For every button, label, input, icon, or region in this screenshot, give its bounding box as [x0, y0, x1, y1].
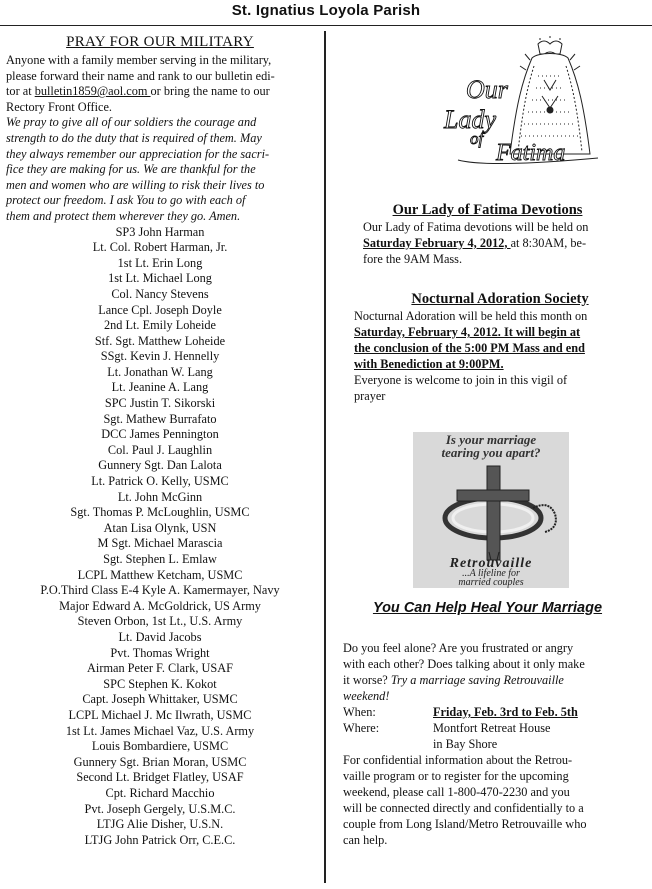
page-header: [0, 0, 652, 26]
list-item: Sgt. Mathew Burrafato: [103, 411, 217, 426]
mary-figure-icon: [510, 36, 590, 154]
fatima-devotions-title: Our Lady of Fatima Devotions: [392, 202, 583, 218]
list-item: LTJG John Patrick Orr, C.E.C.: [84, 832, 236, 847]
prayer-line: fice they are making for us. We are thankful for the: [6, 162, 256, 177]
list-item: Lt. Patrick O. Kelly, USMC: [91, 474, 229, 489]
when-value: Friday, Feb. 3rd to Feb. 5th: [433, 705, 578, 719]
logo-word-fatima: Fatima: [496, 140, 566, 164]
prayer-line: men and women who are willing to risk their lives to: [6, 177, 265, 192]
list-item: Lance Cpl. Joseph Doyle: [98, 302, 222, 317]
list-item: Second Lt. Bridget Flatley, USAF: [76, 770, 244, 785]
intro-line: please forward their name and rank to our bulletin edi-: [6, 68, 275, 83]
intro-line: [6, 84, 314, 100]
list-item: Steven Orbon, 1st Lt., U.S. Army: [77, 614, 243, 629]
intro-line: Anyone with a family member serving in the military,: [6, 53, 272, 67]
column-divider: [324, 31, 326, 883]
marriage-p2-line: can help.: [343, 833, 388, 847]
list-item: Atan Lisa Olynk, USN: [103, 520, 217, 535]
list-item: Capt. Joseph Whittaker, USMC: [82, 692, 238, 707]
adoration-date: Saturday, February 4, 2012. It will begin at: [354, 325, 581, 339]
list-item: DCC James Pennington: [101, 427, 219, 442]
fatima-logo-graphic: [426, 36, 601, 164]
list-item: LCPL Michael J. Mc Ilwrath, USMC: [68, 707, 252, 722]
marriage-p2-line: vaille program or to register for the upcoming: [343, 769, 569, 783]
prayer-line: them and protect them wherever they go. Amen.: [6, 208, 241, 223]
list-item: Pvt. Thomas Wright: [110, 645, 210, 660]
retrouvaille-brand: Retrouvaille: [449, 556, 533, 571]
marriage-p2-line: couple from Long Island/Metro Retrouvaille who: [343, 817, 587, 831]
adoration-section: [354, 290, 646, 404]
list-item: Stf. Sgt. Matthew Loheide: [94, 333, 226, 348]
list-item: Gunnery Sgt. Brian Moran, USMC: [73, 754, 247, 769]
tagline-line2: married couples: [458, 577, 524, 588]
list-item: Gunnery Sgt. Dan Lalota: [98, 458, 222, 473]
adoration-benediction: with Benediction at 9:00PM.: [354, 357, 504, 371]
marriage-p1-line1: Do you feel alone? Are you frustrated or angry: [343, 641, 574, 655]
marriage-p1-line4: weekend!: [343, 689, 390, 703]
list-item: Sgt. Stephen L. Emlaw: [103, 552, 217, 566]
marriage-p1-line2: with each other? Does talking about it only make: [343, 657, 585, 671]
prayer-line: they always remember our appreciation for the sacri-: [6, 146, 270, 161]
adoration-line5: Everyone is welcome to join in this vigil of: [354, 373, 568, 387]
where-value2: in Bay Shore: [433, 737, 498, 751]
marriage-p2: [343, 752, 646, 848]
marriage-p1-italic: Try a marriage saving Retrouvaille: [390, 673, 564, 687]
list-item: Sgt. Thomas P. McLoughlin, USMC: [70, 505, 250, 520]
fatima-date: Saturday February 4, 2012,: [363, 236, 511, 250]
list-item: Lt. Jeanine A. Lang: [111, 380, 209, 395]
where-label: Where:: [343, 721, 380, 735]
list-item: SP3 John Harman: [115, 224, 205, 239]
marriage-p1: [343, 640, 646, 704]
marriage-p2-line: will be connected directly and confidentially to a: [343, 801, 584, 815]
fatima-line: [341, 219, 646, 267]
prayer-line: strength to do the duty that is required of them. May: [6, 130, 262, 145]
where-row: [343, 720, 646, 736]
list-item: Col. Paul J. Laughlin: [107, 442, 213, 457]
military-names-list: [6, 225, 314, 849]
marriage-p2-line: For confidential information about the Retrou-: [343, 753, 573, 767]
marriage-p1-plain: it worse?: [343, 673, 391, 687]
image-caption-line1: Is your marriage: [445, 432, 537, 447]
intro-suffix: or bring the name to our: [150, 84, 270, 99]
marriage-title: You Can Help Heal Your Marriage: [372, 600, 603, 616]
military-column: [6, 34, 314, 848]
fatima-line1: Our Lady of Fatima devotions will be held on: [363, 220, 589, 234]
retrouvaille-image: [413, 432, 569, 588]
adoration-body: [354, 308, 646, 404]
list-item: SPC Stephen K. Kokot: [103, 676, 217, 691]
adoration-time: the conclusion of the 5:00 PM Mass and end: [354, 341, 585, 355]
list-item: Lt. John McGinn: [117, 489, 203, 504]
where-row2: [343, 736, 646, 752]
military-title: PRAY FOR OUR MILITARY: [66, 34, 254, 50]
adoration-line1: Nocturnal Adoration will be held this month on: [354, 309, 588, 323]
list-item: M Sgt. Michael Marascia: [97, 536, 223, 551]
list-item: SPC Justin T. Sikorski: [104, 396, 216, 411]
military-intro: [6, 53, 314, 115]
adoration-title: Nocturnal Adoration Society: [411, 291, 589, 307]
list-item: P.O.Third Class E-4 Kyle A. Kamermayer, Navy: [40, 583, 280, 598]
fatima-time: at 8:30AM, be-: [510, 236, 587, 250]
list-item: 1st Lt. James Michael Vaz, U.S. Army: [65, 723, 255, 738]
when-label: When:: [343, 705, 376, 719]
marriage-p1-line3: [343, 672, 646, 688]
tagline-line1: ...A lifeline for: [462, 568, 520, 579]
intro-prefix: tor at: [6, 84, 35, 99]
list-item: LTJG Alie Disher, U.S.N.: [96, 817, 224, 832]
adoration-line6: prayer: [354, 389, 386, 403]
fatima-devotions-section: [341, 201, 646, 267]
marriage-p2-line: weekend, please call 1-800-470-2230 and you: [343, 785, 570, 799]
logo-word-of: of: [470, 129, 484, 148]
list-item: Lt. Jonathan W. Lang: [107, 364, 213, 379]
parish-title: St. Ignatius Loyola Parish: [231, 2, 421, 19]
list-item: LCPL Matthew Ketcham, USMC: [77, 567, 243, 582]
intro-line: Rectory Front Office.: [6, 99, 112, 114]
list-item: Pvt. Joseph Gergely, U.S.M.C.: [84, 801, 236, 816]
list-item: Major Edward A. McGoldrick, US Army: [59, 598, 261, 613]
retrouvaille-tagline: [413, 568, 569, 588]
marriage-body: [343, 640, 646, 848]
list-item: Cpt. Richard Macchio: [105, 785, 215, 800]
fatima-logo: [426, 36, 601, 164]
when-row: [343, 704, 646, 720]
list-item: 1st Lt. Erin Long: [117, 255, 203, 270]
list-item: Lt. Col. Robert Harman, Jr.: [92, 240, 228, 255]
military-prayer: [6, 115, 314, 224]
bulletin-email-link[interactable]: bulletin1859@aol.com: [34, 84, 151, 99]
logo-word-our: Our: [466, 75, 508, 104]
list-item: Col. Nancy Stevens: [111, 286, 209, 301]
list-item: 1st Lt. Michael Long: [108, 271, 212, 286]
fatima-line3: fore the 9AM Mass.: [363, 252, 463, 266]
logo-word-lady: Lady: [444, 105, 496, 134]
fatima-line2: [363, 235, 646, 251]
list-item: 2nd Lt. Emily Loheide: [103, 318, 217, 333]
where-value: Montfort Retreat House: [433, 721, 551, 735]
prayer-line: protect our freedom. I ask You to go with each of: [6, 193, 246, 208]
list-item: SSgt. Kevin J. Hennelly: [100, 349, 220, 364]
list-item: Airman Peter F. Clark, USAF: [87, 661, 233, 676]
list-item: Louis Bombardiere, USMC: [91, 739, 229, 754]
list-item: Lt. David Jacobs: [118, 629, 202, 644]
image-caption-line2: tearing you apart?: [441, 445, 541, 460]
prayer-line: We pray to give all of our soldiers the courage and: [6, 115, 257, 130]
